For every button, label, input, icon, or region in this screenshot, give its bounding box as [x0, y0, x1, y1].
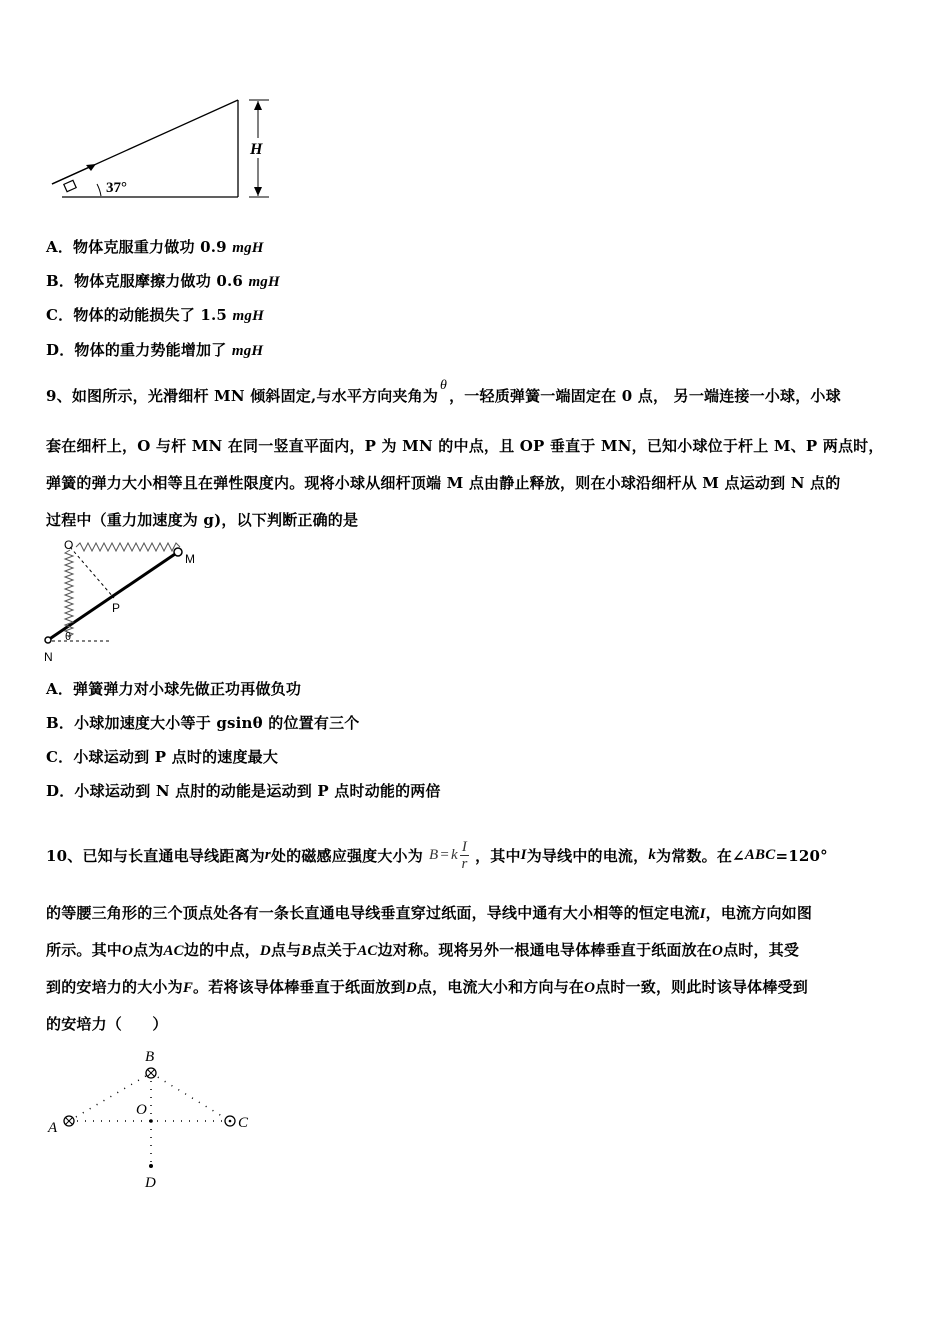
field-formula [429, 839, 469, 872]
option-math: mgH [231, 343, 264, 359]
q10-text: 点时，其受 [723, 941, 800, 959]
option-text: 物体克服摩擦力做功 0.6 [74, 272, 249, 290]
var-abc: ABC [744, 847, 776, 863]
var-o: O [584, 980, 596, 996]
q9-text: ，一轻质弹簧一端固定在 0 点， 另一端连接一小球，小球 [449, 387, 841, 405]
var-i: I [699, 906, 706, 922]
option-math: mgH [232, 240, 264, 256]
var-o: O [122, 943, 134, 959]
q10-text: 到的安培力的大小为 [46, 978, 183, 996]
formula-eq: = [440, 847, 449, 863]
point-m-label: M [185, 552, 195, 566]
q10-text: 为导线中的电流， [526, 847, 649, 865]
formula-k: k [451, 847, 458, 863]
point-b-label: B [145, 1049, 155, 1065]
option-text: 小球运动到 N 点肘的动能是运动到 P 点时动能的两倍 [74, 782, 441, 800]
var-f: F [182, 980, 194, 996]
option-letter: D． [46, 782, 75, 800]
q10-text: 边的中点， [183, 941, 260, 959]
q10-text: 边对称。现将另外一根通电导体棒垂直于纸面放在 [377, 941, 713, 959]
q10-line-1 [46, 839, 828, 872]
wire-c-icon [225, 1116, 235, 1126]
q10-line-3 [46, 939, 799, 960]
q10-text: 10、已知与长直通电导线距离为 [46, 847, 265, 865]
fraction [460, 839, 469, 872]
q10-text: 点关于 [311, 941, 358, 959]
var-d: D [405, 980, 417, 996]
angle-label: 37° [106, 180, 127, 196]
q10-text: 。若将该导体棒垂直于纸面放到 [193, 978, 406, 996]
wire-triangle-figure [44, 1044, 264, 1194]
point-c-label: C [238, 1115, 249, 1131]
var-b: B [301, 943, 312, 959]
q9-option-c [46, 746, 278, 767]
q9-option-a [46, 678, 301, 699]
option-math: mgH [232, 308, 264, 324]
q9-line-3: 弹簧的弹力大小相等且在弹性限度内。现将小球从细杆顶端 M 点由静止释放，则在小球沿细杆从 M 点运动到 N 点的 [46, 474, 841, 492]
q10-line-4 [46, 976, 808, 997]
q10-text: 点，电流大小和方向与在 [416, 978, 585, 996]
formula-b: B [428, 847, 439, 863]
option-text: 小球加速度大小等于 gsinθ 的位置有三个 [74, 714, 360, 732]
option-text: 物体的重力势能增加了 [74, 341, 232, 359]
q9-line-2: 套在细杆上，O 与杆 MN 在同一竖直平面内，P 为 MN 的中点，且 OP 垂直于 MN，已知小球位于杆上 M、P 两点时， [46, 437, 884, 455]
q10-text: 点与 [270, 941, 302, 959]
var-k: k [648, 847, 657, 863]
q10-text: 处的磁感应强度大小为 [270, 847, 423, 865]
option-letter: B． [46, 714, 75, 732]
fraction-numerator: I [461, 839, 468, 855]
var-ac: AC [357, 943, 378, 959]
var-i: I [520, 847, 527, 863]
option-text: 物体的动能损失了 1.5 [73, 306, 233, 324]
q9-option-d [46, 780, 441, 801]
q10-line-5: 的安培力（ ） [46, 1015, 168, 1033]
spring-rod-figure [42, 536, 212, 664]
q9-line-1 [46, 378, 841, 406]
q8-option-c [46, 304, 264, 325]
incline-figure [46, 92, 276, 204]
q8-option-b [46, 270, 280, 291]
q8-option-a [46, 236, 264, 257]
option-letter: D． [46, 341, 75, 359]
option-text: 物体克服重力做功 0.9 [73, 238, 233, 256]
q10-text: =120° [775, 846, 828, 865]
q9-text: 9、如图所示，光滑细杆 MN 倾斜固定,与水平方向夹角为 [46, 387, 439, 405]
theta-label: θ [65, 631, 72, 643]
point-n-label: N [44, 650, 53, 664]
point-o-label: O [136, 1102, 147, 1118]
point-a-label: A [48, 1120, 58, 1136]
height-label: H [250, 141, 263, 158]
q10-text: 所示。其中 [46, 941, 123, 959]
q10-text: 点时一致，则此时该导体棒受到 [595, 978, 808, 996]
q9-line-4: 过程中（重力加速度为 g)，以下判断正确的是 [46, 511, 359, 529]
option-text: 小球运动到 P 点时的速度最大 [73, 748, 279, 766]
var-ac: AC [163, 943, 184, 959]
var-r: r [264, 847, 271, 863]
option-letter: A． [46, 680, 74, 698]
wire-b-icon [146, 1068, 156, 1078]
point-o-label: O [64, 538, 74, 552]
option-letter: C． [46, 306, 74, 324]
var-d: D [259, 943, 271, 959]
q10-text: 的等腰三角形的三个顶点处各有一条长直通电导线垂直穿过纸面，导线中通有大小相等的恒定电流 [46, 904, 700, 922]
q8-option-d [46, 339, 263, 360]
option-text: 弹簧弹力对小球先做正功再做负功 [73, 680, 302, 698]
theta-symbol: θ [440, 378, 448, 393]
q10-text: 点为 [133, 941, 164, 959]
q10-text: 为常数。在∠ [656, 847, 745, 865]
var-o: O [712, 943, 724, 959]
q10-line-2 [46, 902, 812, 923]
option-math: mgH [248, 274, 280, 290]
option-letter: B． [46, 272, 75, 290]
fraction-denominator: r [461, 856, 468, 872]
point-p-label: P [112, 601, 121, 615]
q10-text: ，其中 [475, 847, 521, 865]
wire-a-icon [64, 1116, 74, 1126]
q9-option-b [46, 712, 359, 733]
option-letter: C． [46, 748, 74, 766]
option-letter: A． [46, 238, 74, 256]
q10-text: ，电流方向如图 [705, 904, 813, 922]
point-d-label: D [145, 1175, 156, 1191]
